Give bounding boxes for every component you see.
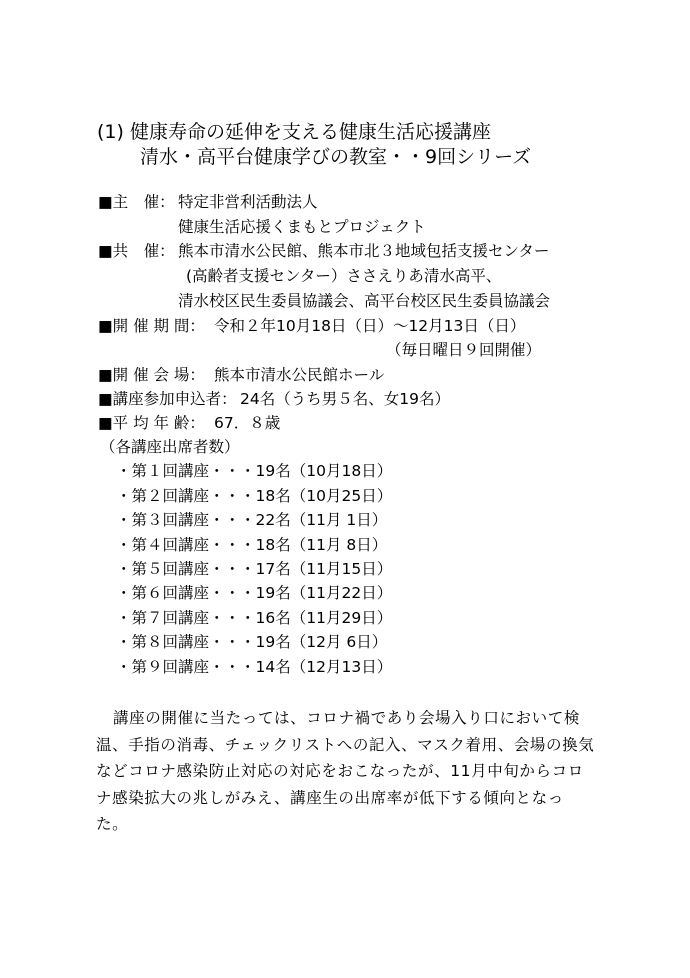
session-date: （11月22日） — [290, 584, 393, 602]
session-item — [116, 509, 387, 531]
session-date: （11月15日） — [290, 560, 393, 578]
session-date: （11月29日） — [290, 609, 393, 627]
organizer-line-2: 健康生活応援くまもとプロジェクト — [178, 218, 426, 236]
cosponsor-label: ■共 催： — [98, 242, 175, 260]
venue-value: 熊本市清水公民館ホール — [214, 366, 385, 384]
session-label: ・第９回講座・・・ — [116, 658, 256, 676]
session-item — [116, 631, 387, 653]
session-item — [116, 485, 392, 507]
session-item — [116, 607, 392, 629]
session-count: 19名 — [255, 584, 291, 602]
session-label: ・第３回講座・・・ — [116, 511, 256, 529]
session-date: （12月 6日） — [290, 633, 388, 651]
session-count: 16名 — [255, 609, 291, 627]
cosponsor-line-3: 清水校区民生委員協議会、高平台校区民生委員協議会 — [178, 292, 551, 310]
summary-paragraph: 講座の開催に当たっては、コロナ禍であり会場入り口において検温、手指の消毒、チェックリストへの記入、マスク着用、会場の換気などコロナ感染防止対応の対応をおこなったが、11月中旬からコロナ感染拡大の兆しがみえ、講座生の出席率が低下する傾向となった。 — [96, 709, 595, 833]
heading-line-1: (1) 健康寿命の延伸を支える健康生活応援講座 — [97, 121, 491, 143]
session-item — [116, 460, 392, 482]
attendance-heading: （各講座出席者数） — [100, 438, 240, 456]
session-count: 19名 — [255, 633, 291, 651]
session-label: ・第２回講座・・・ — [116, 487, 256, 505]
session-item — [116, 534, 387, 556]
session-count: 18名 — [255, 536, 291, 554]
period-label: ■開 催 期 間： — [98, 317, 205, 335]
venue-label: ■開 催 会 場： — [98, 366, 205, 384]
applicants-label: ■講座参加申込者： — [98, 390, 237, 408]
session-label: ・第１回講座・・・ — [116, 462, 256, 480]
session-label: ・第７回講座・・・ — [116, 609, 256, 627]
session-count: 18名 — [255, 487, 291, 505]
cosponsor-line-1: 熊本市清水公民館、熊本市北３地域包括支援センター — [178, 242, 550, 260]
period-note: （毎日曜日９回開催） — [386, 341, 542, 359]
session-item — [116, 558, 392, 580]
session-item — [116, 582, 392, 604]
session-date: （11月 1日） — [290, 511, 388, 529]
session-date: （10月18日） — [290, 462, 393, 480]
session-label: ・第５回講座・・・ — [116, 560, 256, 578]
session-count: 14名 — [255, 658, 291, 676]
heading-line-2: 清水・高平台健康学びの教室・・9回シリーズ — [140, 146, 532, 168]
average-age-value: 67．８歳 — [214, 414, 281, 432]
period-value: 令和２年10月18日（日）～12月13日（日） — [214, 317, 526, 335]
session-count: 22名 — [255, 511, 291, 529]
average-age-label: ■平 均 年 齢： — [98, 414, 205, 432]
cosponsor-line-2: (高齢者支援センター）ささえりあ清水高平、 — [186, 267, 502, 285]
organizer-label: ■主 催： — [98, 193, 175, 211]
organizer-line-1: 特定非営利活動法人 — [178, 193, 318, 211]
session-label: ・第４回講座・・・ — [116, 536, 256, 554]
session-date: （12月13日） — [290, 658, 393, 676]
session-count: 17名 — [255, 560, 291, 578]
session-date: （10月25日） — [290, 487, 393, 505]
session-item — [116, 656, 392, 678]
session-label: ・第８回講座・・・ — [116, 633, 256, 651]
session-count: 19名 — [255, 462, 291, 480]
applicants-value: 24名（うち男５名、女19名） — [240, 390, 450, 408]
session-date: （11月 8日） — [290, 536, 388, 554]
session-label: ・第６回講座・・・ — [116, 584, 256, 602]
